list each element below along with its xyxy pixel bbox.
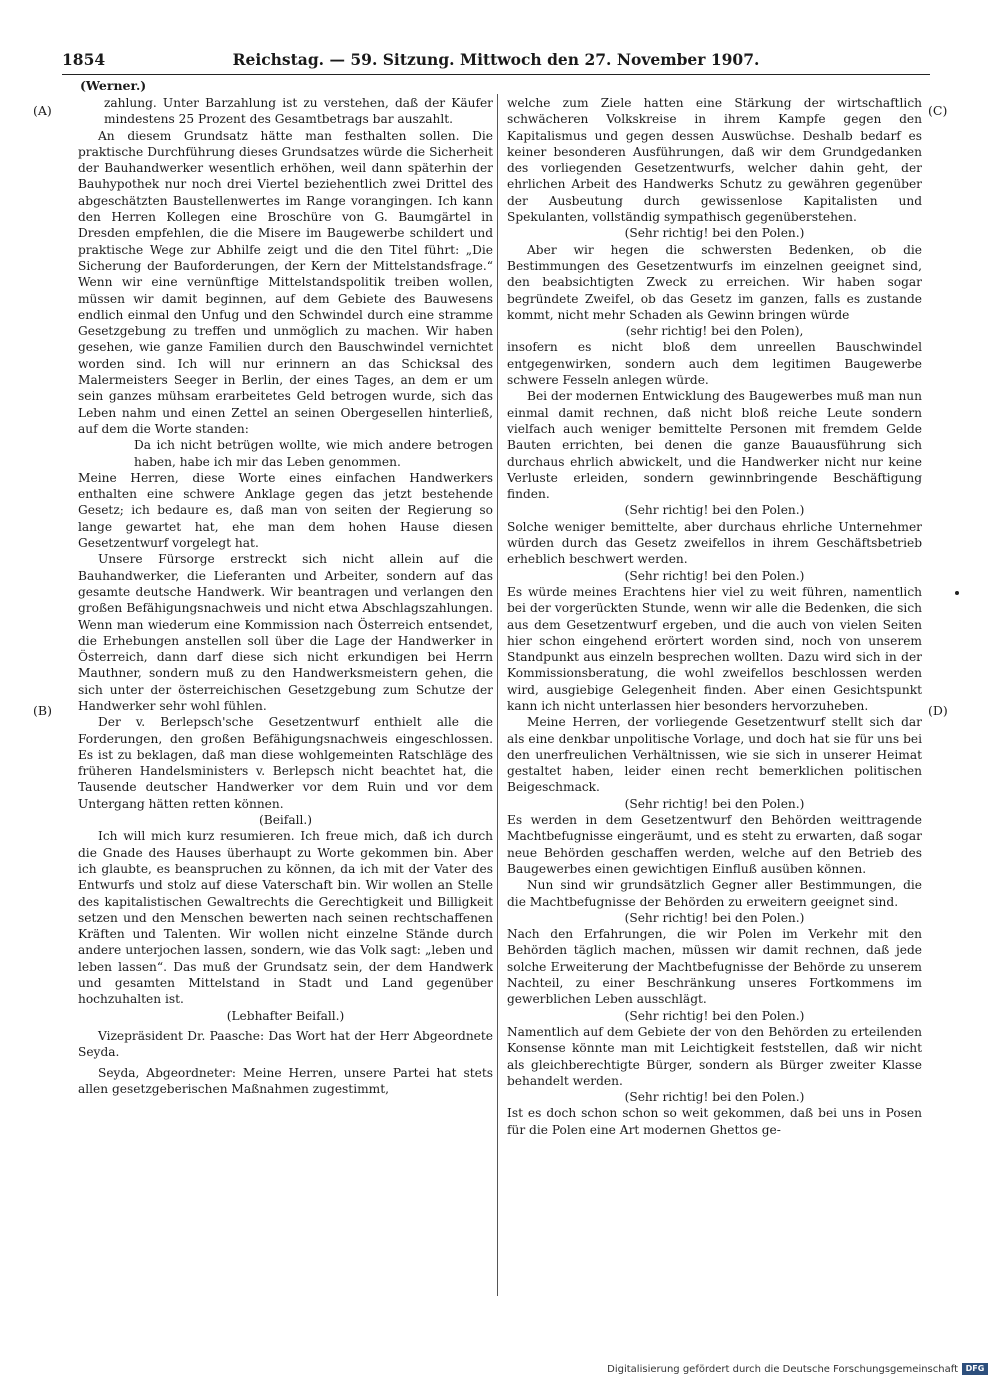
interjection: (Sehr richtig! bei den Polen.) bbox=[624, 226, 805, 241]
margin-marker-c: (C) bbox=[928, 103, 948, 118]
paragraph: Ist es doch schon schon so weit gekommen, daß bei uns in Posen für die Polen eine Art modernen Ghettos ge- bbox=[507, 1106, 922, 1137]
paragraph: Unsere Fürsorge erstreckt sich nicht allein auf die Bauhandwerker, die Lieferanten und Arbeiter, sondern auf das gesamte deutsche Handwerk. Wir beantragen und verlangen den großen Befähigungsnachweis und nicht etwa Abschlagszahlungen. Wenn man wiederum eine Kommission nach Österreich entsendet, die Erhebungen anstellen soll über die Lage der Handwerker in Österreich, dann darf diese sich nicht erkundigen bei Herrn Mauthner, sondern muß zu den Handwerksmeistern gehen, die sich unter der österreichischen Gesetzgebung zum Schutze der Handwerker sehr wohl fühlen. bbox=[78, 552, 493, 713]
interjection: (Sehr richtig! bei den Polen.) bbox=[624, 910, 805, 925]
interjection: (Sehr richtig! bei den Polen.) bbox=[624, 568, 805, 583]
dfg-logo: DFG bbox=[962, 1363, 988, 1375]
footer-text: Digitalisierung gefördert durch die Deutsche Forschungsgemeinschaft bbox=[607, 1363, 958, 1375]
paragraph: zahlung. Unter Barzahlung ist zu verstehen, daß der Käufer mindestens 25 Prozent des Gesamtbetrags bar auszahlt. bbox=[104, 96, 493, 127]
paragraph: Meine Herren, der vorliegende Gesetzentwurf stellt sich dar als eine denkbar unpolitische Vorlage, und doch hat sie für uns bei den unerfreulichen Verhältnissen, wie sie sich in unserer Heimat gestaltet haben, leider einen recht bemerklichen politischen Beigeschmack. bbox=[507, 715, 922, 795]
paragraph: Solche weniger bemittelte, aber durchaus ehrliche Unternehmer würden durch das Gesetz zweifellos in ihrem Geschäftsbetrieb erheblich beschwert werden. bbox=[507, 519, 922, 567]
speaker-tag: (Werner.) bbox=[80, 78, 147, 93]
speaker-paragraph: Vizepräsident Dr. Paasche: Das Wort hat der Herr Abgeordnete Seyda. bbox=[78, 1028, 493, 1060]
paragraph: Nun sind wir grundsätzlich Gegner aller Bestimmungen, die die Machtbefugnisse der Behörden zu erweitern geeignet sind. bbox=[507, 878, 922, 909]
left-column bbox=[78, 95, 493, 1097]
speaker-paragraph: Seyda, Abgeordneter: Meine Herren, unsere Partei hat stets allen gesetzgeberischen Maßnahmen zugestimmt, bbox=[78, 1065, 493, 1096]
running-header bbox=[62, 44, 930, 75]
column-divider bbox=[497, 94, 498, 1296]
paragraph: welche zum Ziele hatten eine Stärkung der wirtschaftlich schwächeren Volkskreise in ihrem Kampfe gegen den Kapitalismus und gegen dessen Auswüchse. Deshalb bedarf es keiner besonderen Ausführungen, daß wir dem Grundgedanken des vorliegenden Gesetzentwurfs, welcher dahin geht, der ehrlichen Arbeit des Handwerks Schutz zu gewähren gegenüber der Ausbeutung durch gewissenlose Kapitalisten und Spekulanten, vollständig sympathisch gegenüberstehen. bbox=[507, 96, 922, 225]
running-title: Reichstag. — 59. Sitzung. Mittwoch den 27. November 1907. bbox=[232, 50, 760, 69]
margin-marker-a: (A) bbox=[33, 103, 52, 118]
paragraph: Namentlich auf dem Gebiete der von den Behörden zu erteilenden Konsense könnte man mit Leichtigkeit feststellen, daß wir nicht als gleichberechtigte Bürger, sondern als Bürger zweiter Klasse behandelt werden. bbox=[507, 1024, 922, 1088]
margin-dot bbox=[955, 591, 959, 595]
margin-marker-d: (D) bbox=[928, 703, 948, 718]
paragraph: Meine Herren, diese Worte eines einfachen Handwerkers enthalten eine schwere Anklage gegen das jetzt bestehende Gesetz; ich bedaure es, daß man von seiten der Regierung so lange gewartet hat, ehe man dem hohen Hause diesen Gesetzentwurf vorgelegt hat. bbox=[78, 470, 493, 551]
interjection: (Sehr richtig! bei den Polen.) bbox=[624, 1090, 805, 1105]
right-column bbox=[507, 95, 922, 1138]
quotation: Da ich nicht betrügen wollte, wie mich andere betrogen haben, habe ich mir das Leben genommen. bbox=[134, 438, 493, 469]
paragraph: Der v. Berlepsch'sche Gesetzentwurf enthielt alle die Forderungen, den großen Befähigungsnachweis eingeschlossen. Es ist zu beklagen, daß man diese wohlgemeinten Ratschläge des früheren Handelsministers v. Berlepsch nicht beachtet hat, die Tausende deutscher Handwerker vor dem Ruin und vor dem Untergang hätten retten können. bbox=[78, 715, 493, 811]
interjection: (Beifall.) bbox=[258, 813, 313, 828]
interjection: (Sehr richtig! bei den Polen.) bbox=[624, 796, 805, 811]
paragraph: Bei der modernen Entwicklung des Baugewerbes muß man nun einmal damit rechnen, daß nicht bloß reiche Leute sondern vielfach auch weniger bemittelte Personen mit fremdem Gelde Bauten errichten, bei denen die ganze Bauausführung sich durchaus ehrlich abwickelt, und die Handwerker nicht nur keine Verluste erleiden, sondern gewinnbringende Beschäftigung finden. bbox=[507, 389, 922, 502]
paragraph: Es werden in dem Gesetzentwurf den Behörden weittragende Machtbefugnisse eingeräumt, und es steht zu erwarten, daß sogar neue Behörden geschaffen werden, welche auf den Betrieb des Baugewerbes einen gewichtigen Einfluß ausüben können. bbox=[507, 813, 922, 876]
paragraph: An diesem Grundsatz hätte man festhalten sollen. Die praktische Durchführung dieses Grundsatzes würde die Sicherheit der Bauhandwerker wesentlich erhöhen, weil dann späterhin der Bauhypothek nur noch drei Viertel beziehentlich zwei Drittel des abgeschätzten Baustellenwertes im Range vorangingen. Ich kann den Herren Kollegen eine Broschüre von G. Baumgärtel in Dresden empfehlen, die die Misere im Baugewerbe schildert und praktische Wege zur Abhilfe zeigt und die den Titel führt: „Die Sicherung der Bauforderungen, der Kern der Mittelstandsfrage.“ Wenn wir eine vernünftige Mittelstandspolitik treiben wollen, müssen wir damit beginnen, auf dem Gebiete des Bauwesens endlich einmal den Unfug und den Schwindel durch eine stramme Gesetzgebung zu treffen und unmöglich zu machen. Wir haben gesehen, wie ganze Familien durch den Bauschwindel vernichtet worden sind. Ich will nur erinnern an das Schicksal des Malermeisters Seeger in Berlin, der eines Tages, an dem er um sein ganzes mühsam erarbeitetes Geld betrogen wurde, sich das Leben nahm und einen Zettel an seinen Obergesellen hinterließ, auf dem die Worte standen: bbox=[78, 128, 493, 436]
paragraph: Ich will mich kurz resumieren. Ich freue mich, daß ich durch die Gnade des Hauses überhaupt zu Worte gekommen bin. Aber ich glaubte, es beanspruchen zu können, da ich mit der Vater des Entwurfs und stolz auf diese Vaterschaft bin. Wir wollen an Stelle des kapitalistischen Gewaltrechts die Gerechtigkeit und Billigkeit setzen und den Menschen bewerten nach seinen rechtschaffenen Kräften und Talenten. Wir wollen nicht einzelne Stände durch andere unterjochen lassen, sondern, wie das Volk sagt: „leben und leben lassen“. Das muß der Grundsatz sein, der dem Handwerk und gesamten Mittelstand in Stadt und Land gegenüber hochzuhalten ist. bbox=[78, 829, 493, 1007]
page-number: 1854 bbox=[62, 50, 106, 69]
interjection: (Sehr richtig! bei den Polen.) bbox=[624, 503, 805, 518]
interjection: (Sehr richtig! bei den Polen.) bbox=[624, 1008, 805, 1023]
paragraph: Aber wir hegen die schwersten Bedenken, ob die Bestimmungen des Gesetzentwurfs im einzelnen geeignet sind, den beabsichtigten Zweck zu erreichen. Wir haben sogar begründete Zweifel, ob das Gesetz im ganzen, falls es zustande kommt, nicht mehr Schaden als Gewinn bringen würde bbox=[507, 242, 922, 322]
paragraph: Es würde meines Erachtens hier viel zu weit führen, namentlich bei der vorgerückten Stunde, wenn wir alle die Bedenken, die sich aus dem Gesetzentwurf ergeben, und die auch von vielen Seiten hier schon eingehend erörtert worden sind, noch von unserem Standpunkt aus einzeln besprechen wollten. Dazu wird sich in der Kommissionsberatung, die wohl zweifellos beschlossen werden wird, ausgiebige Gelegenheit finden. Aber einen Gesichtspunkt kann ich nicht unterlassen hier besonders hervorzuheben. bbox=[507, 584, 922, 713]
paragraph: Nach den Erfahrungen, die wir Polen im Verkehr mit den Behörden täglich machen, müssen wir damit rechnen, daß jede solche Erweiterung der Machtbefugnisse der Behörde zu unserem Nachteil, zu einer Beschränkung unseres Fortkommens im gewerblichen Leben ausschlägt. bbox=[507, 927, 922, 1007]
footer-credit bbox=[607, 1363, 988, 1375]
paragraph: insofern es nicht bloß dem unreellen Bauschwindel entgegenwirken, sondern auch dem legitimen Baugewerbe schwere Fesseln anlegen würde. bbox=[507, 340, 922, 388]
interjection: (Lebhafter Beifall.) bbox=[226, 1008, 345, 1023]
margin-marker-b: (B) bbox=[33, 703, 52, 718]
interjection: (sehr richtig! bei den Polen), bbox=[625, 324, 804, 339]
